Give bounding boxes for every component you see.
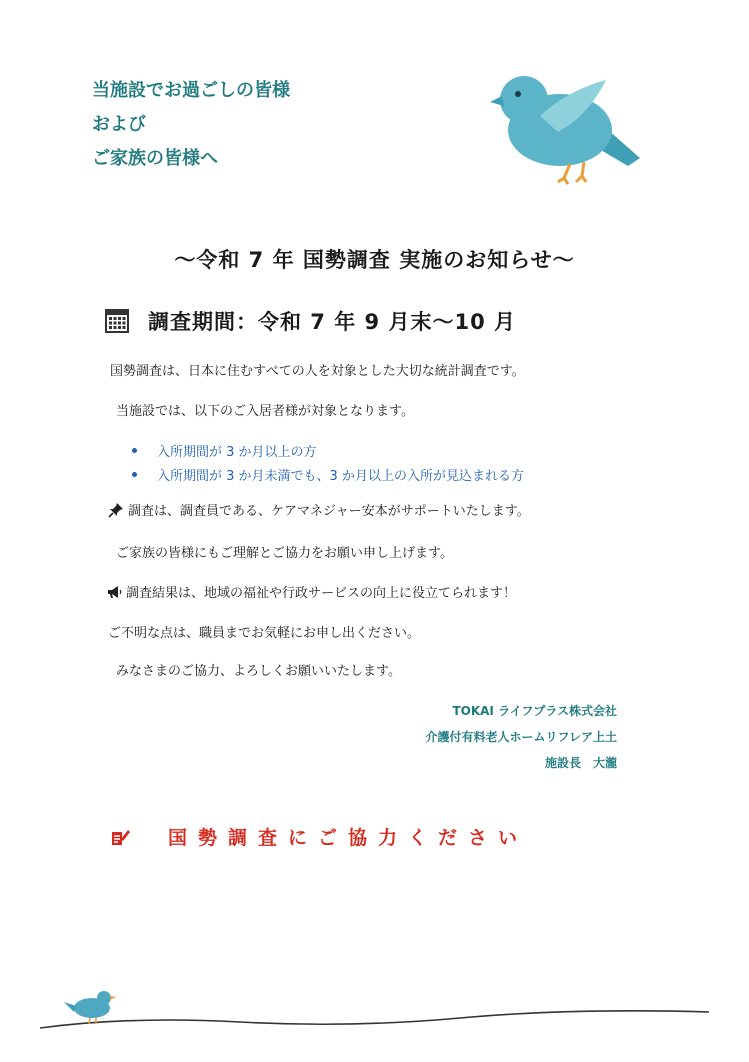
list-item bbox=[132, 462, 524, 486]
calendar-icon bbox=[104, 308, 130, 334]
memo-icon bbox=[110, 827, 130, 847]
bird-illustration bbox=[488, 66, 646, 190]
greeting bbox=[92, 74, 290, 176]
footer-call bbox=[110, 823, 528, 850]
bullet-icon bbox=[132, 448, 137, 453]
request-text: ご家族の皆様にもご理解とご協力をお願い申し上げます。 bbox=[116, 546, 453, 561]
facility-name: 介護付有料老人ホームリフレア上土 bbox=[425, 730, 617, 744]
greeting-line-1: 当施設でお過ごしの皆様 bbox=[92, 80, 290, 101]
bullet-icon bbox=[132, 472, 137, 477]
ground-line-with-bird bbox=[40, 978, 709, 1038]
target-intro: 当施設では、以下のご入居者様が対象となります。 bbox=[116, 404, 414, 419]
company-name: TOKAI ライフプラス株式会社 bbox=[452, 704, 617, 718]
greeting-line-2: および bbox=[92, 114, 146, 135]
signature bbox=[425, 698, 617, 776]
footer-text: 国勢調査にご協力ください bbox=[168, 827, 529, 849]
target-list bbox=[132, 438, 524, 486]
megaphone-icon bbox=[106, 584, 122, 600]
survey-period bbox=[104, 306, 516, 336]
survey-period-text: 調査期間：令和 7 年 9 月末～10 月 bbox=[148, 310, 517, 334]
greeting-line-3: ご家族の皆様へ bbox=[92, 148, 218, 169]
result-line bbox=[106, 582, 516, 601]
support-text: 調査は、調査員である、ケアマネジャー安本がサポートいたします。 bbox=[128, 504, 530, 519]
intro-text: 国勢調査は、日本に住むすべての人を対象とした大切な統計調査です。 bbox=[110, 364, 525, 379]
target-item: 入所期間が 3 か月未満でも、3 か月以上の入所が見込まれる方 bbox=[157, 468, 524, 484]
thanks-text: みなさまのご協力、よろしくお願いいたします。 bbox=[116, 664, 401, 679]
target-item: 入所期間が 3 か月以上の方 bbox=[157, 444, 317, 460]
support-line bbox=[108, 500, 530, 519]
notice-title: ～令和 7 年 国勢調査 実施のお知らせ～ bbox=[174, 248, 575, 272]
pushpin-icon bbox=[108, 502, 124, 518]
list-item bbox=[132, 438, 524, 462]
director-name: 施設長 大瀧 bbox=[544, 756, 617, 770]
result-text: 調査結果は、地域の福祉や行政サービスの向上に役立てられます！ bbox=[126, 586, 517, 601]
contact-text: ご不明な点は、職員までお気軽にお申し出ください。 bbox=[108, 626, 421, 641]
